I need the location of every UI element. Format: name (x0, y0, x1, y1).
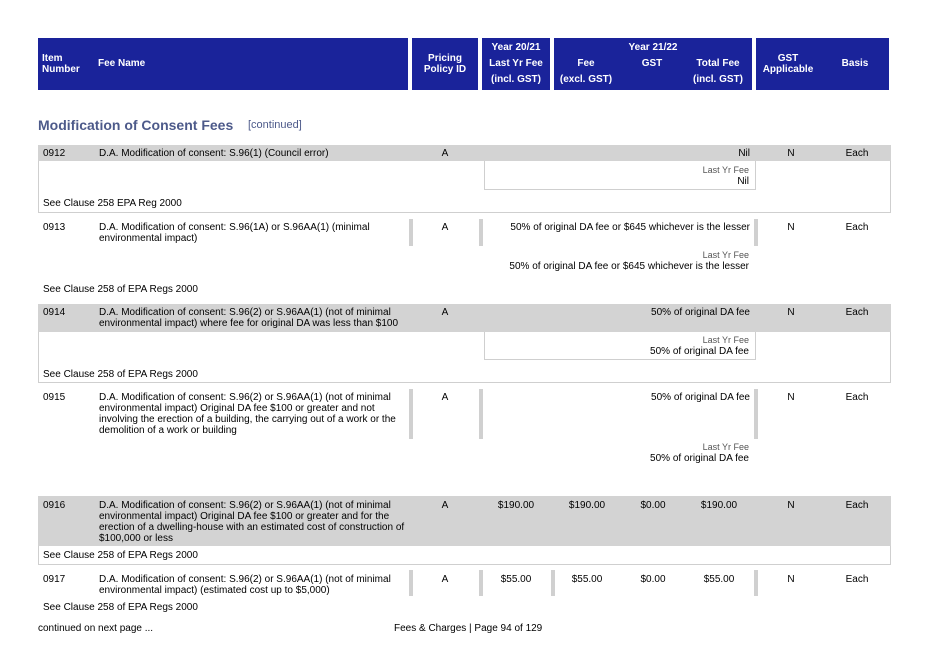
row-0913-policy: A (441, 222, 449, 233)
header-gst-applicable-2: Applicable (762, 64, 814, 75)
section-title: Modification of Consent Fees (38, 117, 234, 133)
header-curr-year-cell (554, 38, 752, 90)
row-0914-clause: See Clause 258 of EPA Regs 2000 (43, 369, 198, 380)
row-0912-policy: A (441, 148, 449, 159)
row-0915-policy: A (441, 392, 449, 403)
row-0912-last-yr-value: Nil (737, 176, 749, 187)
header-gst-applicable-1: GST (777, 53, 799, 64)
row-0917-gst-applicable: N (787, 574, 795, 585)
header-last-yr-2: (incl. GST) (491, 74, 541, 85)
header-gst-basis-cell (756, 38, 889, 90)
row-0917-number: 0917 (43, 574, 66, 585)
row-0917-total: $55.00 (703, 574, 735, 585)
header-fee-name: Fee Name (98, 58, 146, 69)
row-0913-last-yr-value: 50% of original DA fee or $645 whichever is the lesser (509, 261, 749, 272)
row-0913-last-yr-label: Last Yr Fee (702, 250, 749, 260)
header-basis: Basis (841, 58, 869, 69)
row-0914-gst-applicable: N (787, 307, 795, 318)
header-gst: GST (641, 58, 663, 69)
footer-page-number: Fees & Charges | Page 94 of 129 (394, 623, 543, 634)
header-year-prev: Year 20/21 (491, 42, 541, 53)
row-0915-basis: Each (845, 392, 869, 403)
row-0914-basis: Each (845, 307, 869, 318)
row-0913-basis: Each (845, 222, 869, 233)
row-0914-last-yr-label: Last Yr Fee (702, 335, 749, 345)
row-0914-last-yr-value: 50% of original DA fee (650, 346, 749, 357)
row-0914-number: 0914 (43, 307, 66, 318)
header-last-yr-1: Last Yr Fee (489, 58, 543, 69)
row-0912-value: Nil (738, 148, 750, 159)
row-0917-last-yr: $55.00 (500, 574, 532, 585)
row-0912-clause: See Clause 258 EPA Reg 2000 (43, 198, 182, 209)
row-0912-last-yr-label: Last Yr Fee (702, 165, 749, 175)
section-title-suffix: [continued] (248, 119, 302, 131)
row-0915-name: D.A. Modification of consent: S.96(2) or S.96AA(1) (not of minimal environmental impact) Original DA fee $100 or greater and not involving the erection of a building, the carrying out of a work or the demolition of a work or building (99, 392, 396, 436)
row-0914-policy: A (441, 307, 449, 318)
row-0913-gst-applicable: N (787, 222, 795, 233)
row-0916-basis: Each (845, 500, 869, 511)
row-0916-last-yr: $190.00 (497, 500, 535, 511)
header-item-fee-cell (38, 38, 408, 90)
row-0915-number: 0915 (43, 392, 66, 403)
header-fee-1: Fee (577, 58, 595, 69)
row-0916-fee: $190.00 (568, 500, 606, 511)
header-item-number-1: Item (42, 53, 63, 64)
row-0913-name: D.A. Modification of consent: S.96(1A) or S.96AA(1) (minimal environmental impact) (99, 222, 370, 244)
row-0912-name: D.A. Modification of consent: S.96(1) (Council error) (99, 148, 329, 159)
header-item-number-2: Number (42, 64, 80, 75)
row-0916-gst-applicable: N (787, 500, 795, 511)
row-0913-value: 50% of original DA fee or $645 whichever is the lesser (510, 222, 750, 233)
row-0915-value: 50% of original DA fee (651, 392, 750, 403)
row-0912-gst-applicable: N (787, 148, 795, 159)
row-0912-basis: Each (845, 148, 869, 159)
row-0914-name: D.A. Modification of consent: S.96(2) or S.96AA(1) (not of minimal environmental impact) where fee for original DA was less than $100 (99, 307, 399, 329)
header-prev-year-cell (482, 38, 550, 90)
row-0917-basis: Each (845, 574, 869, 585)
header-pricing-2: Policy ID (423, 64, 467, 75)
row-0913-clause: See Clause 258 of EPA Regs 2000 (43, 284, 198, 295)
header-total-2: (incl. GST) (693, 74, 743, 85)
header-pricing-1: Pricing (428, 53, 462, 64)
footer-continued: continued on next page ... (38, 623, 154, 634)
row-0917-name: D.A. Modification of consent: S.96(2) or S.96AA(1) (not of minimal environmental impact) (estimated cost up to $5,000) (99, 574, 391, 596)
header-total-1: Total Fee (696, 58, 740, 69)
header-year-curr: Year 21/22 (628, 42, 678, 53)
row-0912-number: 0912 (43, 148, 66, 159)
row-0916-name: D.A. Modification of consent: S.96(2) or S.96AA(1) (not of minimal environmental impact) Original DA fee $100 or greater and for the erection of a dwelling-house with an estimated cost of construction of $100,000 or less (99, 500, 405, 544)
row-0916-clause: See Clause 258 of EPA Regs 2000 (43, 550, 198, 561)
row-0914-value: 50% of original DA fee (651, 307, 750, 318)
header-pricing-cell (412, 38, 478, 90)
row-0916-number: 0916 (43, 500, 66, 511)
row-0916-total: $190.00 (700, 500, 738, 511)
row-0917-policy: A (441, 574, 449, 585)
row-0913-number: 0913 (43, 222, 66, 233)
row-0916-gst: $0.00 (640, 500, 666, 511)
row-0915-gst-applicable: N (787, 392, 795, 403)
row-0917-fee: $55.00 (571, 574, 603, 585)
row-0915-last-yr-value: 50% of original DA fee (650, 453, 749, 464)
row-0917-gst: $0.00 (640, 574, 666, 585)
row-0917-clause: See Clause 258 of EPA Regs 2000 (43, 602, 198, 613)
row-0916-policy: A (441, 500, 449, 511)
header-fee-2: (excl. GST) (559, 74, 613, 85)
row-0915-last-yr-label: Last Yr Fee (702, 442, 749, 452)
